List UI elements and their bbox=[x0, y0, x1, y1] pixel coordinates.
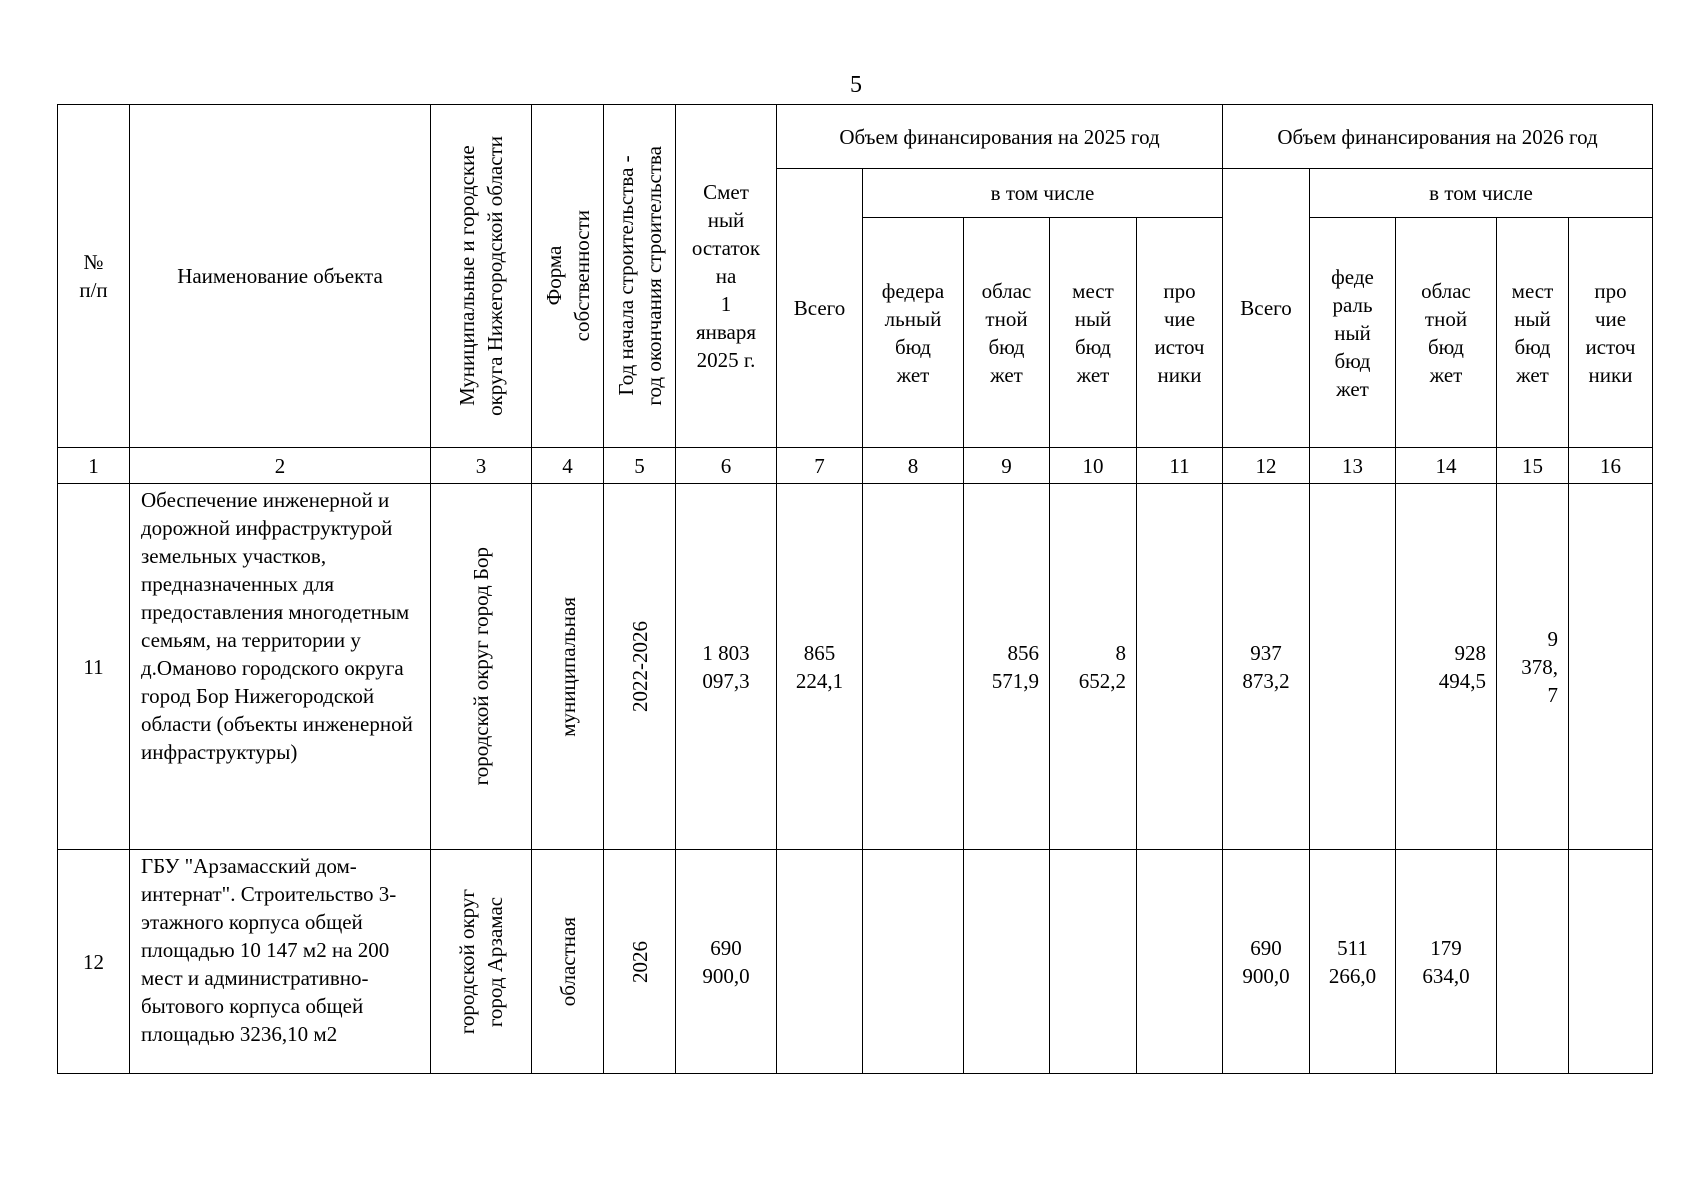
row-no: 11 bbox=[58, 484, 130, 850]
row-reg-2025 bbox=[964, 850, 1050, 1074]
row-municipality: городской округ город Арзамас bbox=[455, 888, 507, 1035]
header-ownership-cell bbox=[532, 105, 604, 448]
row-years-cell bbox=[604, 484, 676, 850]
col-num: 5 bbox=[604, 448, 676, 484]
row-years: 2022-2026 bbox=[627, 621, 652, 712]
row-name: ГБУ "Арзамасский дом-интернат". Строительство 3-этажного корпуса общей площадью 10 147 м2 на 200 мест и административно-бытового корпуса общей площадью 3236,10 м2 bbox=[130, 850, 431, 1074]
header-fed-2026: феде раль ный бюд жет bbox=[1310, 218, 1396, 448]
header-oth-2025: про чие источ ники bbox=[1137, 218, 1223, 448]
col-num: 3 bbox=[431, 448, 532, 484]
header-loc-2026: мест ный бюд жет bbox=[1497, 218, 1569, 448]
col-num: 13 bbox=[1310, 448, 1396, 484]
row-fed-2026 bbox=[1310, 484, 1396, 850]
col-num: 1 bbox=[58, 448, 130, 484]
row-loc-2026 bbox=[1497, 850, 1569, 1074]
row-loc-2025 bbox=[1050, 850, 1137, 1074]
row-estimate: 1 803 097,3 bbox=[676, 484, 777, 850]
header-row-1 bbox=[58, 105, 1653, 169]
col-num: 11 bbox=[1137, 448, 1223, 484]
header-oth-2026: про чие источ ники bbox=[1569, 218, 1653, 448]
row-loc-2025: 8 652,2 bbox=[1050, 484, 1137, 850]
row-ownership: муниципальная bbox=[555, 596, 580, 737]
row-oth-2025 bbox=[1137, 484, 1223, 850]
row-reg-2026: 928 494,5 bbox=[1396, 484, 1497, 850]
row-ownership: областная bbox=[555, 916, 580, 1007]
col-num: 10 bbox=[1050, 448, 1137, 484]
row-estimate: 690 900,0 bbox=[676, 850, 777, 1074]
header-ownership: Форма собственности bbox=[541, 210, 594, 342]
row-ownership-cell bbox=[532, 850, 604, 1074]
col-num: 7 bbox=[777, 448, 863, 484]
header-loc-2025: мест ный бюд жет bbox=[1050, 218, 1137, 448]
row-total-2025 bbox=[777, 850, 863, 1074]
header-fin-2026: Объем финансирования на 2026 год bbox=[1223, 105, 1653, 169]
col-num: 14 bbox=[1396, 448, 1497, 484]
header-incl-2025: в том числе bbox=[863, 169, 1223, 218]
page-number: 5 bbox=[850, 72, 862, 98]
col-num: 2 bbox=[130, 448, 431, 484]
col-num: 8 bbox=[863, 448, 964, 484]
header-years: Год начала строительства - год окончания строительства bbox=[613, 146, 666, 406]
row-ownership-cell bbox=[532, 484, 604, 850]
row-total-2026: 937 873,2 bbox=[1223, 484, 1310, 850]
header-municipality: Муниципальные и городские округа Нижегородской области bbox=[455, 136, 507, 416]
row-years-cell bbox=[604, 850, 676, 1074]
row-fed-2025 bbox=[863, 850, 964, 1074]
row-reg-2026: 179 634,0 bbox=[1396, 850, 1497, 1074]
header-total-2026: Всего bbox=[1223, 169, 1310, 448]
header-reg-2026: облас тной бюд жет bbox=[1396, 218, 1497, 448]
row-municipality-cell bbox=[431, 850, 532, 1074]
header-fed-2025: федера льный бюд жет bbox=[863, 218, 964, 448]
col-num: 15 bbox=[1497, 448, 1569, 484]
header-total-2025: Всего bbox=[777, 169, 863, 448]
header-incl-2026: в том числе bbox=[1310, 169, 1653, 218]
row-oth-2025 bbox=[1137, 850, 1223, 1074]
header-fin-2025: Объем финансирования на 2025 год bbox=[777, 105, 1223, 169]
column-numbers-row bbox=[58, 448, 1653, 484]
table-row bbox=[58, 850, 1653, 1074]
col-num: 6 bbox=[676, 448, 777, 484]
row-reg-2025: 856 571,9 bbox=[964, 484, 1050, 850]
row-loc-2026: 9 378, 7 bbox=[1497, 484, 1569, 850]
header-no: № п/п bbox=[58, 105, 130, 448]
row-years: 2026 bbox=[627, 940, 652, 983]
row-name: Обеспечение инженерной и дорожной инфраструктурой земельных участков, предназначенных для предоставления многодетным семьям, на территории у д.Оманово городского округа город Бор Нижегородской области (объекты инженерной инфраструктуры) bbox=[130, 484, 431, 850]
col-num: 4 bbox=[532, 448, 604, 484]
header-name: Наименование объекта bbox=[130, 105, 431, 448]
header-years-cell bbox=[604, 105, 676, 448]
row-oth-2026 bbox=[1569, 850, 1653, 1074]
col-num: 16 bbox=[1569, 448, 1653, 484]
row-no: 12 bbox=[58, 850, 130, 1074]
financing-table bbox=[57, 104, 1653, 1074]
col-num: 12 bbox=[1223, 448, 1310, 484]
row-municipality: городской округ город Бор bbox=[469, 547, 493, 786]
col-num: 9 bbox=[964, 448, 1050, 484]
header-reg-2025: облас тной бюд жет bbox=[964, 218, 1050, 448]
table-row bbox=[58, 484, 1653, 850]
row-municipality-cell bbox=[431, 484, 532, 850]
row-fed-2025 bbox=[863, 484, 964, 850]
row-total-2025: 865 224,1 bbox=[777, 484, 863, 850]
row-oth-2026 bbox=[1569, 484, 1653, 850]
row-total-2026: 690 900,0 bbox=[1223, 850, 1310, 1074]
header-estimate: Смет ный остаток на 1 января 2025 г. bbox=[676, 105, 777, 448]
header-municipality-cell bbox=[431, 105, 532, 448]
row-fed-2026: 511 266,0 bbox=[1310, 850, 1396, 1074]
